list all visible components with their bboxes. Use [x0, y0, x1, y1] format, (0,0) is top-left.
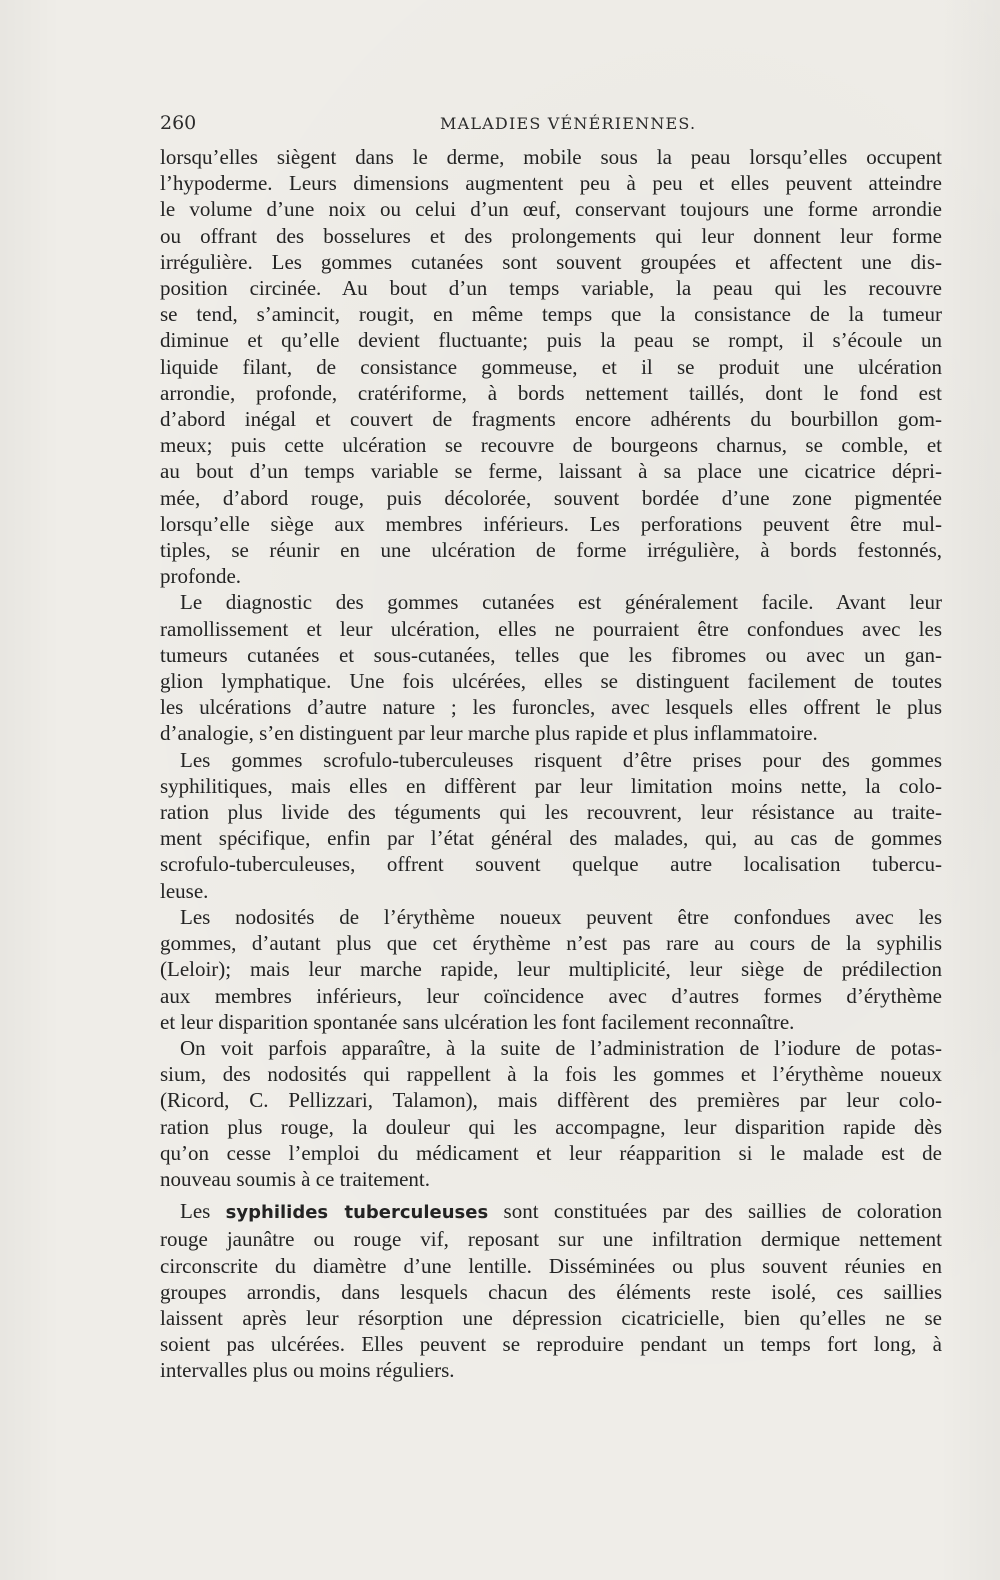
paragraph: [160, 589, 942, 746]
text-line: ration plus rouge, la douleur qui les accompagne, leur disparition rapide dès: [160, 1114, 942, 1139]
text-line: mée, d’abord rouge, puis décolorée, souvent bordée d’une zone pigmentée: [160, 485, 942, 510]
text-line: tumeurs cutanées et sous-cutanées, telles que les fibromes ou avec un gan-: [160, 642, 942, 667]
text-line: (Ricord, C. Pellizzari, Talamon), mais diffèrent des premières par leur colo-: [160, 1088, 942, 1113]
text-line: d’analogie, s’en distinguent par leur marche plus rapide et plus inflammatoire.: [160, 721, 818, 746]
paragraph: [160, 144, 942, 589]
running-head: [160, 112, 942, 140]
text-line: meux; puis cette ulcération se recouvre de bourgeons charnus, se comble, et: [160, 433, 942, 458]
text-line: arrondie, profonde, cratériforme, à bords nettement taillés, dont le fond est: [160, 380, 942, 405]
text-line: leuse.: [160, 878, 209, 903]
text-run: Les: [180, 1199, 226, 1224]
text-line: lorsqu’elles siègent dans le derme, mobile sous la peau lorsqu’elles occupent: [160, 145, 942, 169]
text-line: ramollissement et leur ulcération, elles ne pourraient être confondues avec les: [160, 616, 942, 641]
text-line: au bout d’un temps variable se ferme, laissant à sa place une cicatrice dépri-: [160, 459, 942, 484]
text-line: lorsqu’elle siège aux membres inférieurs. Les perforations peuvent être mul-: [160, 511, 942, 536]
text-line: l’hypoderme. Leurs dimensions augmentent peu à peu et elles peuvent atteindre: [160, 171, 942, 196]
text-line: (Leloir); mais leur marche rapide, leur multiplicité, leur siège de prédilection: [160, 957, 942, 982]
text-line: laissent après leur résorption une dépression cicatricielle, bien qu’elles ne se: [160, 1305, 942, 1330]
text-line: Les nodosités de l’érythème noueux peuvent être confondues avec les: [180, 904, 942, 929]
paragraph: [160, 1035, 942, 1192]
text-line: le volume d’une noix ou celui d’un œuf, conservant toujours une forme arrondie: [160, 197, 942, 222]
text-line: sium, des nodosités qui rappellent à la fois les gommes et l’érythème noueux: [160, 1062, 942, 1087]
paragraph: [160, 747, 942, 904]
text-line: d’abord inégal et couvert de fragments encore adhérents du bourbillon gom-: [160, 407, 942, 432]
paragraph: [160, 904, 942, 1035]
text-line: liquide filant, de consistance gommeuse, et il se produit une ulcération: [160, 354, 942, 379]
text-line: diminue et qu’elle devient fluctuante; puis la peau se rompt, il s’écoule un: [160, 328, 942, 353]
text-line: intervalles plus ou moins réguliers.: [160, 1358, 455, 1383]
page-number: 260: [160, 112, 197, 134]
text-line: et leur disparition spontanée sans ulcération les font facilement reconnaître.: [160, 1009, 795, 1034]
text-line: glion lymphatique. Une fois ulcérées, elles se distinguent facilement de toutes: [160, 669, 942, 694]
text-line: syphilitiques, mais elles en diffèrent par leur limitation moins nette, la colo-: [160, 773, 942, 798]
text-line: position circinée. Au bout d’un temps variable, la peau qui les recouvre: [160, 276, 942, 301]
text-line: Le diagnostic des gommes cutanées est généralement facile. Avant leur: [180, 590, 942, 615]
text-line: profonde.: [160, 564, 242, 589]
text-line: ment spécifique, enfin par l’état général des malades, qui, au cas de gommes: [160, 826, 942, 851]
bold-term: syphilides tuberculeuses: [225, 1202, 489, 1224]
text-line: tiples, se réunir en une ulcération de forme irrégulière, à bords festonnés,: [160, 538, 942, 563]
text-line: ration plus livide des téguments qui les recouvrent, leur résistance au traite-: [160, 800, 942, 825]
text-line: circonscrite du diamètre d’une lentille. Disséminées ou plus souvent réunies en: [160, 1253, 942, 1278]
text-line: nouveau soumis à ce traitement.: [160, 1166, 430, 1191]
text-line: groupes arrondis, dans lesquels chacun des éléments reste isolé, ces saillies: [160, 1279, 942, 1304]
running-title: MALADIES VÉNÉRIENNES.: [440, 114, 697, 133]
text-run: sont constituées par des saillies de coloration: [488, 1199, 942, 1224]
text-line: soient pas ulcérées. Elles peuvent se reproduire pendant un temps fort long, à: [160, 1332, 942, 1357]
text-line: On voit parfois apparaître, à la suite de l’administration de l’iodure de potas-: [180, 1035, 942, 1060]
text-line: irrégulière. Les gommes cutanées sont souvent groupées et affectent une dis-: [160, 249, 942, 274]
text-line: se tend, s’amincit, rougit, en même temps que la consistance de la tumeur: [160, 302, 942, 327]
text-line: ou offrant des bosselures et des prolongements qui leur donnent leur forme: [160, 223, 942, 248]
paragraph: [160, 1198, 942, 1383]
text-line: aux membres inférieurs, leur coïncidence avec d’autres formes d’érythème: [160, 983, 942, 1008]
text-line: Les gommes scrofulo-tuberculeuses risquent d’être prises pour des gommes: [180, 747, 942, 772]
text-line: rouge jaunâtre ou rouge vif, reposant sur une infiltration dermique nettement: [160, 1227, 942, 1252]
body-text: [160, 144, 942, 1384]
text-line: [160, 1198, 942, 1226]
text-line: qu’on cesse l’emploi du médicament et leur réapparition si le malade est de: [160, 1140, 942, 1165]
text-line: les ulcérations d’autre nature ; les furoncles, avec lesquels elles offrent le plus: [160, 695, 942, 720]
text-line: gommes, d’autant plus que cet érythème n’est pas rare au cours de la syphilis: [160, 931, 942, 956]
text-line: scrofulo-tuberculeuses, offrent souvent quelque autre localisation tubercu-: [160, 852, 942, 877]
